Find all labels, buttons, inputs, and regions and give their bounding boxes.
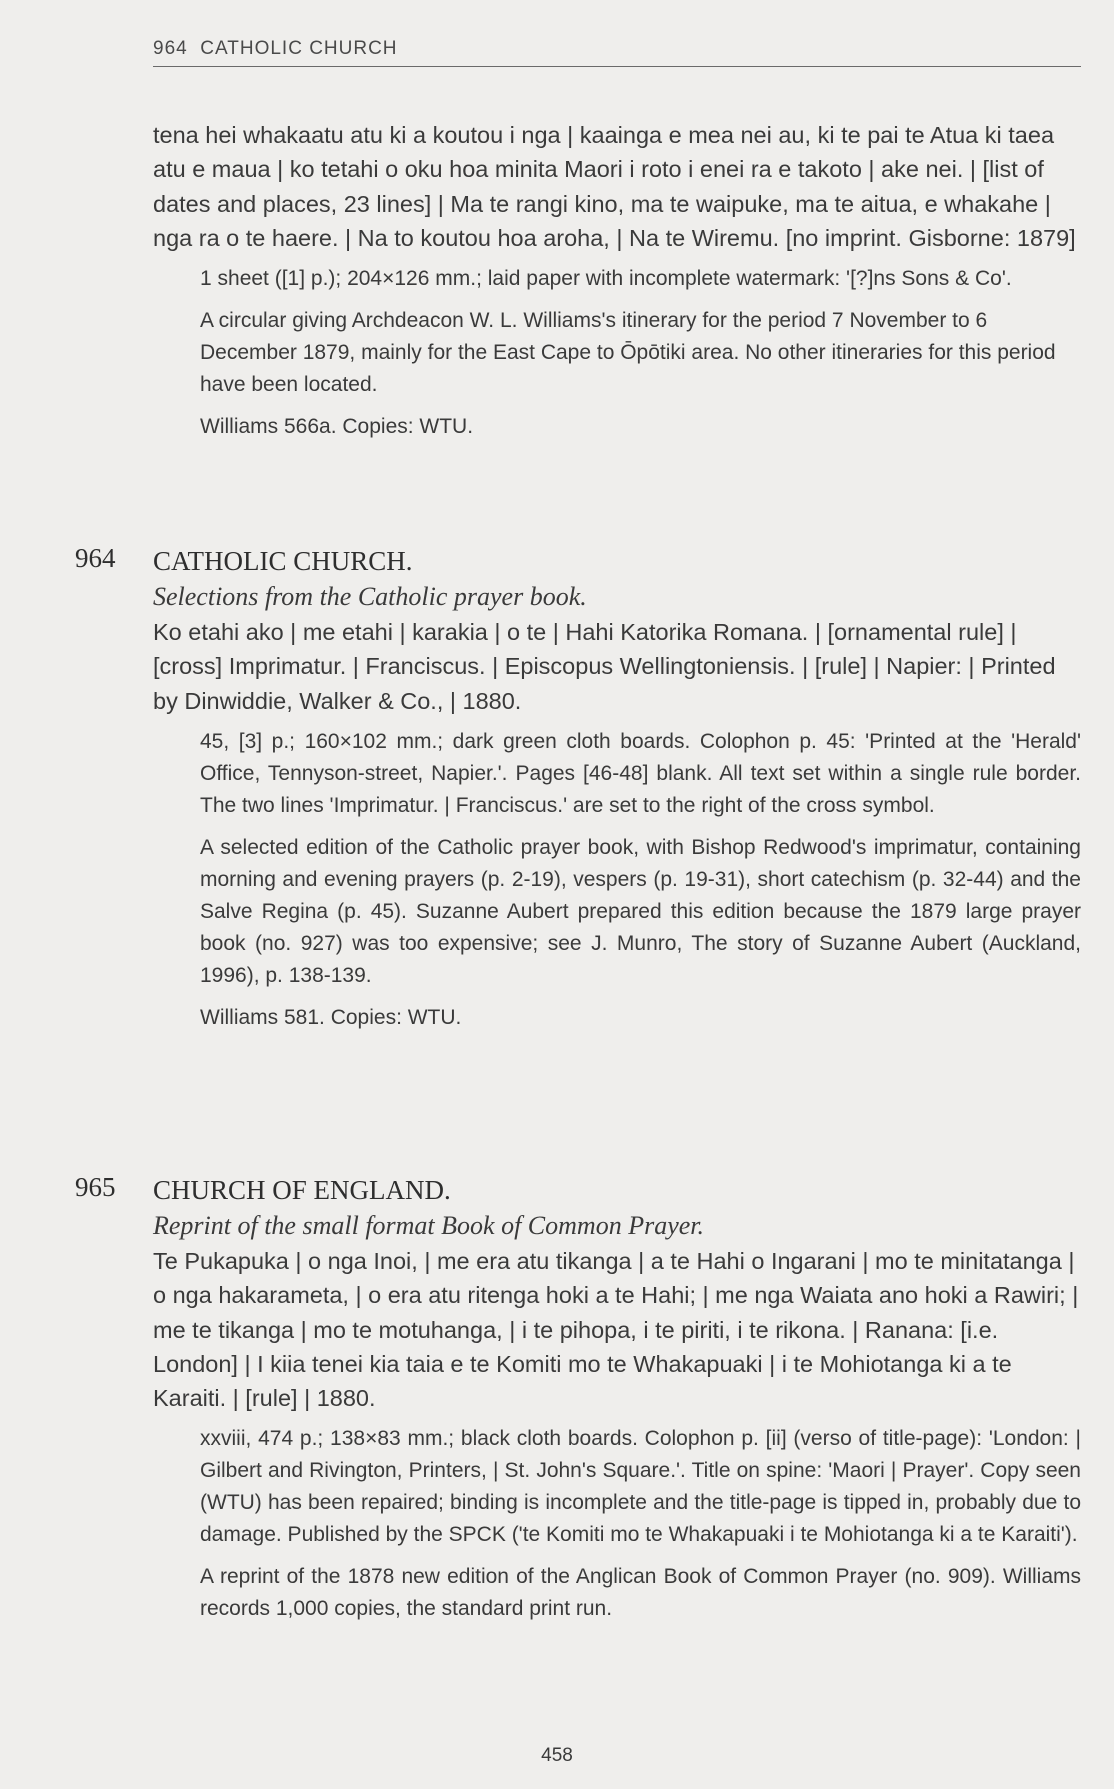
entry-heading-964: CATHOLIC CHURCH. bbox=[153, 546, 413, 576]
entry-note-965: A reprint of the 1878 new edition of the Anglican Book of Common Prayer (no. 909). Williams records 1,000 copies, the standard print run. bbox=[200, 1565, 1081, 1621]
entry-description-964: 45, [3] p.; 160×102 mm.; dark green cloth boards. Colophon p. 45: 'Printed at the 'Herald' Office, Tennyson-street, Napier.'. Pages [46-48] blank. All text set within a single rule border. The two lines 'Imprimatur. | Franciscus.' are set to the right of the cross symbol. bbox=[200, 729, 1081, 817]
entry-description-965: xxviii, 474 p.; 138×83 mm.; black cloth boards. Colophon p. [ii] (verso of title-page): 'London: | Gilbert and Rivington, Printers, | St. John's Square.'. Title on spine: 'Maori | Prayer'. Copy seen (WTU) has been repaired; binding is incomplete and the title-page is tipped in, probably due to damage. Published by the SPCK ('te Komiti mo te Whakapuaki i te Mohiotanga ki a te Karaiti'). bbox=[200, 1427, 1081, 1547]
entry-964 bbox=[153, 543, 1081, 1034]
header-title: CATHOLIC CHURCH bbox=[200, 38, 398, 59]
continuation-note: A circular giving Archdeacon W. L. Williams's itinerary for the period 7 November to 6 December 1879, mainly for the East Cape to Ōpōtiki area. No other itineraries for this period have been located. bbox=[200, 309, 1056, 397]
entry-copies-964: Williams 581. Copies: WTU. bbox=[200, 1005, 462, 1029]
entry-note-964: A selected edition of the Catholic prayer book, with Bishop Redwood's imprimatur, containing morning and evening prayers (p. 2-19), vespers (p. 19-31), short catechism (p. 32-44) and the Salve Regina (p. 45). Suzanne Aubert prepared this edition because the 1879 large prayer book (no. 927) was too expensive; see J. Munro, The story of Suzanne Aubert (Auckland, 1996), p. 138-139. bbox=[200, 835, 1081, 987]
entry-heading-965: CHURCH OF ENGLAND. bbox=[153, 1175, 451, 1205]
header-page-label: 964 bbox=[153, 38, 188, 59]
entry-number-964: 964 bbox=[75, 543, 116, 573]
entry-number-965: 965 bbox=[75, 1172, 116, 1202]
entry-title-text-965: Te Pukapuka | o nga Inoi, | me era atu tikanga | a te Hahi o Ingarani | mo te minitatanga | o nga hakarameta, | o era atu ritenga hoki a te Hahi; | me nga Waiata ano hoki a Rawiri; | me te tikanga | mo te motuhanga, | i te pihopa, i te piriti, i te rikona. | Ranana: [i.e. London] | I kiia tenei kia taia e te Komiti mo te Whakapuaki | i te Mohiotanga ki a te Karaiti. | [rule] | 1880. bbox=[153, 1248, 1079, 1412]
continuation-title-text: tena hei whakaatu atu ki a koutou i nga | kaainga e mea nei au, ki te pai te Atua ki taea atu e maua | ko tetahi o oku hoa minita Maori i roto i enei ra e takoto | ake nei. | [list of dates and places, 23 lines] | Ma te rangi kino, ma te waipuke, ma te aitua, e whakahe | nga ra o te haere. | Na to koutou hoa aroha, | Na te Wiremu. [no imprint. Gisborne: 1879] bbox=[153, 122, 1076, 251]
continuation-description: 1 sheet ([1] p.); 204×126 mm.; laid paper with incomplete watermark: '[?]ns Sons & Co'. bbox=[200, 267, 1012, 291]
page-number: 458 bbox=[541, 1745, 573, 1766]
entry-965 bbox=[153, 1172, 1081, 1625]
continuation-copies: Williams 566a. Copies: WTU. bbox=[200, 415, 474, 439]
entry-subtitle-965: Reprint of the small format Book of Common Prayer. bbox=[153, 1211, 705, 1240]
continuation-entry bbox=[153, 118, 1081, 443]
entry-subtitle-964: Selections from the Catholic prayer book. bbox=[153, 582, 587, 611]
entry-title-text-964: Ko etahi ako | me etahi | karakia | o te | Hahi Katorika Romana. | [ornamental rule] | [cross] Imprimatur. | Franciscus. | Episcopus Wellingtoniensis. | [rule] | Napier: | Printed by Dinwiddie, Walker & Co., | 1880. bbox=[153, 619, 1056, 714]
running-header bbox=[153, 38, 1081, 67]
